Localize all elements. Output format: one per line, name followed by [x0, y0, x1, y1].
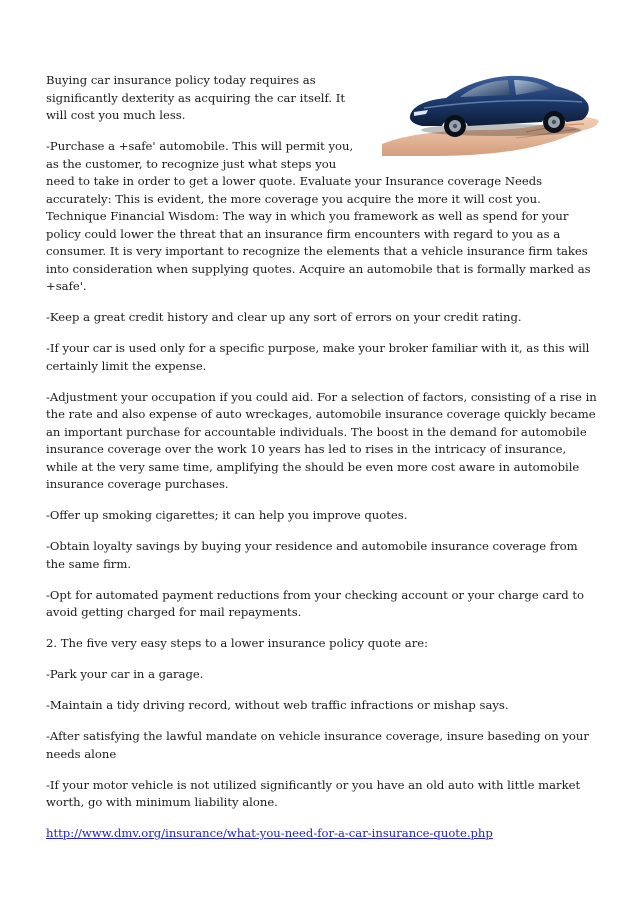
paragraph-occupation: -Adjustment your occupation if you could aid. For a selection of factors, consisting of a rise in the rate and also expense of auto wreckages, automobile insurance coverage quickly became an important purchase for accountable individuals. The boost in the demand for automobile insurance coverage over the work 10 years has led to rises in the intricacy of insurance, while at the very same time, amplifying the should be even more cost aware in automobile insurance coverage purchases. — [46, 389, 597, 491]
link-paragraph — [46, 825, 598, 843]
car-on-hand-photo — [376, 64, 604, 157]
paragraph-driving-record: -Maintain a tidy driving record, without web traffic infractions or mishap says. — [46, 698, 509, 712]
paragraph-loyalty: -Obtain loyalty savings by buying your residence and automobile insurance coverage from the same firm. — [46, 539, 578, 571]
paragraph-smoking: -Offer up smoking cigarettes; it can help you improve quotes. — [46, 508, 408, 522]
document-body — [46, 72, 598, 856]
dmv-link[interactable]: http://www.dmv.org/insurance/what-you-need-for-a-car-insurance-quote.php — [46, 826, 493, 840]
paragraph-credit: -Keep a great credit history and clear up any sort of errors on your credit rating. — [46, 310, 522, 324]
paragraph-garage: -Park your car in a garage. — [46, 667, 204, 681]
car-on-hand-icon — [376, 64, 604, 157]
paragraph-specific-purpose: -If your car is used only for a specific purpose, make your broker familiar with it, as this will certainly limit the expense. — [46, 341, 590, 373]
paragraph-text: Buying car insurance policy today requires as significantly dexterity as acquiring the car itself. It will cost you much less. — [46, 73, 345, 122]
paragraph-automated-payment: -Opt for automated payment reductions from your checking account or your charge card to avoid getting charged for mail repayments. — [46, 587, 585, 619]
paragraph-lawful-mandate: -After satisfying the lawful mandate on vehicle insurance coverage, insure baseding on your needs alone — [46, 729, 589, 761]
paragraph-minimum-liability: -If your motor vehicle is not utilized significantly or you have an old auto with little market worth, go with minimum liability alone. — [46, 777, 581, 809]
paragraph-intro — [46, 72, 598, 125]
paragraph-five-steps: 2. The five very easy steps to a lower insurance policy quote are: — [46, 636, 429, 650]
paragraph-purchase-safe: -Purchase a +safe' automobile. This will permit you, as the customer, to recognize just what steps you need to take in order to get a lower quote. Evaluate your Insurance coverage Needs accurately: This is evident, the more coverage you acquire the more it will cost you. Technique Financial Wisdom: The way in which you framework as well as spend for your policy could lower the threat that an insurance firm encounters with regard to you as a consumer. It is very important to recognize the elements that a vehicle insurance firm takes into consideration when supplying quotes. Acquire an automobile that is formally marked as +safe'. — [46, 139, 591, 293]
